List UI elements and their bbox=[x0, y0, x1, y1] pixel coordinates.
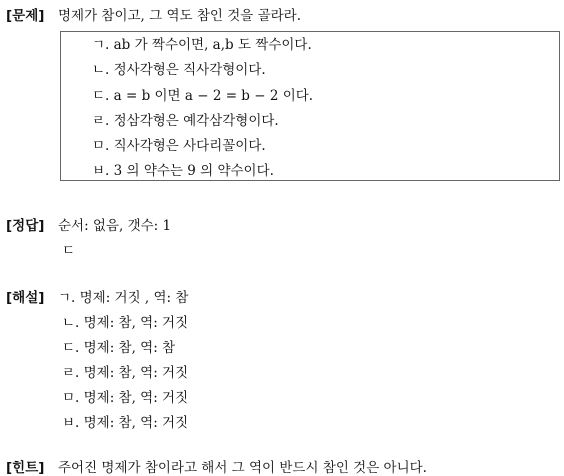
choice-item: ㄹ. 정삼각형은 예각삼각형이다. bbox=[92, 113, 279, 129]
choice-item: ㄷ. a = b 이면 a − 2 = b − 2 이다. bbox=[92, 88, 314, 104]
problem-row bbox=[6, 4, 301, 24]
choice-item: ㅁ. 직사각형은 사다리꼴이다. bbox=[92, 138, 266, 154]
choice-item: ㄴ. 정사각형은 직사각형이다. bbox=[92, 62, 266, 78]
explanation-item: ㅁ. 명제: 참, 역: 거짓 bbox=[62, 390, 189, 406]
explanation-item: ㄷ. 명제: 참, 역: 참 bbox=[62, 340, 176, 356]
hint-tag: [힌트] bbox=[6, 460, 45, 476]
problem-text: 명제가 참이고, 그 역도 참인 것을 골라라. bbox=[58, 8, 301, 24]
explanation-item: ㄹ. 명제: 참, 역: 거짓 bbox=[62, 365, 189, 381]
hint-row bbox=[6, 456, 427, 476]
answer-tag: [정답] bbox=[6, 218, 45, 234]
explanation-item: ㄱ. 명제: 거짓 , 역: 참 bbox=[58, 290, 189, 306]
choice-item: ㅂ. 3 의 약수는 9 의 약수이다. bbox=[92, 163, 274, 179]
answer-summary: 순서: 없음, 갯수: 1 bbox=[58, 218, 172, 234]
answer-choice: ㄷ bbox=[62, 243, 76, 259]
answer-row bbox=[6, 214, 171, 234]
explanation-tag: [해설] bbox=[6, 290, 45, 306]
explanation-row bbox=[6, 286, 188, 306]
hint-text: 주어진 명제가 참이라고 해서 그 역이 반드시 참인 것은 아니다. bbox=[58, 460, 427, 476]
explanation-item: ㄴ. 명제: 참, 역: 거짓 bbox=[62, 315, 189, 331]
problem-tag: [문제] bbox=[6, 8, 45, 24]
explanation-item: ㅂ. 명제: 참, 역: 거짓 bbox=[62, 415, 189, 431]
choice-item: ㄱ. ab 가 짝수이면, a,b 도 짝수이다. bbox=[92, 37, 312, 53]
